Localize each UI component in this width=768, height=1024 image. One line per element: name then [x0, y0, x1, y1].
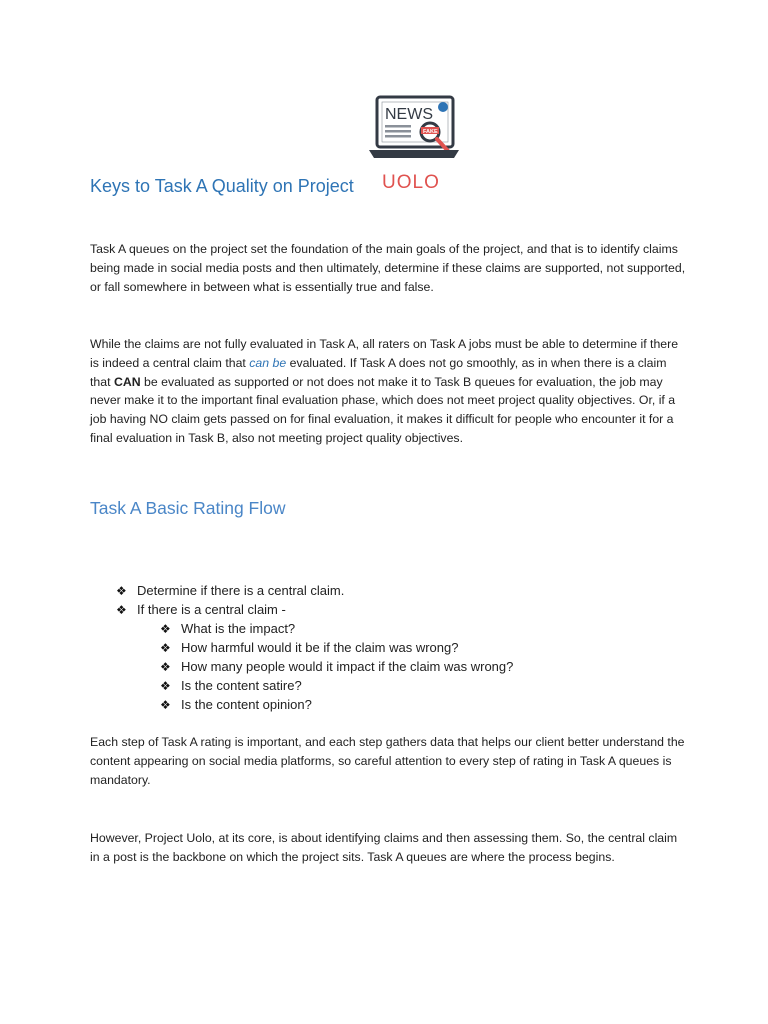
diamond-bullet-icon: ❖ [160, 641, 171, 655]
conclusion-paragraph: However, Project Uolo, at its core, is about identifying claims and then assessing them. So, the central claim in a post is the backbone on which the project sits. Task A queues are where the process begins. [90, 831, 678, 864]
claims-text-part3: be evaluated as supported or not does not make it to Task B queues for evaluation, the job may never make it to the important final evaluation phase, which does not meet project quality objectives. Or, if a job having NO claim gets passed on for final evaluation, it makes it difficult for people who encounter it for a final evaluation in Task B, also not meeting project quality objectives. [90, 374, 676, 445]
logo-news-text: NEWS [385, 106, 433, 123]
diamond-bullet-icon: ❖ [160, 698, 171, 712]
list-item-text: Is the content satire? [181, 678, 302, 693]
claims-text-part1: While the claims are not fully evaluated in Task A, all raters on Task A jobs must be able to determine if there is indeed a central claim that [90, 337, 679, 370]
list-item [160, 696, 312, 715]
diamond-bullet-icon: ❖ [116, 603, 127, 617]
claims-paragraph [90, 335, 690, 448]
list-item [160, 658, 513, 677]
list-item-text: What is the impact? [181, 621, 296, 636]
list-item [160, 639, 458, 658]
importance-paragraph: Each step of Task A rating is important, and each step gathers data that helps our client better understand the content appearing on social media platforms, so careful attention to every step of rating in Task A queues is mandatory. [90, 735, 685, 787]
list-item-text: Determine if there is a central claim. [137, 583, 345, 598]
list-item-text: How many people would it impact if the claim was wrong? [181, 659, 514, 674]
can-be-emphasis: can be [249, 355, 287, 370]
intro-paragraph: Task A queues on the project set the foundation of the main goals of the project, and that is to identify claims being made in social media posts and then ultimately, determine if these claims are supported, not supported, or fall somewhere in between what is essentially true and false. [90, 242, 686, 294]
list-item [160, 620, 295, 639]
list-item [116, 601, 286, 620]
diamond-bullet-icon: ❖ [116, 584, 127, 598]
list-item [116, 582, 344, 601]
page-title: Keys to Task A Quality on Project [90, 176, 354, 196]
diamond-bullet-icon: ❖ [160, 679, 171, 693]
logo-fake-badge: FAKE [423, 129, 438, 135]
info-badge-icon [438, 102, 448, 112]
section-heading-rating-flow: Task A Basic Rating Flow [90, 498, 286, 518]
list-item-text: How harmful would it be if the claim was wrong? [181, 640, 459, 655]
can-strong: CAN [113, 374, 141, 389]
list-item-text: Is the content opinion? [181, 697, 312, 712]
list-item [160, 677, 302, 696]
brand-wordmark: UOLO [382, 172, 440, 193]
fake-news-laptop-logo [368, 95, 460, 165]
diamond-bullet-icon: ❖ [160, 622, 171, 636]
claims-text-part2: evaluated. If Task A does not go smoothly, as in when there is a claim that [90, 355, 667, 389]
list-item-text: If there is a central claim - [137, 602, 286, 617]
diamond-bullet-icon: ❖ [160, 660, 171, 674]
